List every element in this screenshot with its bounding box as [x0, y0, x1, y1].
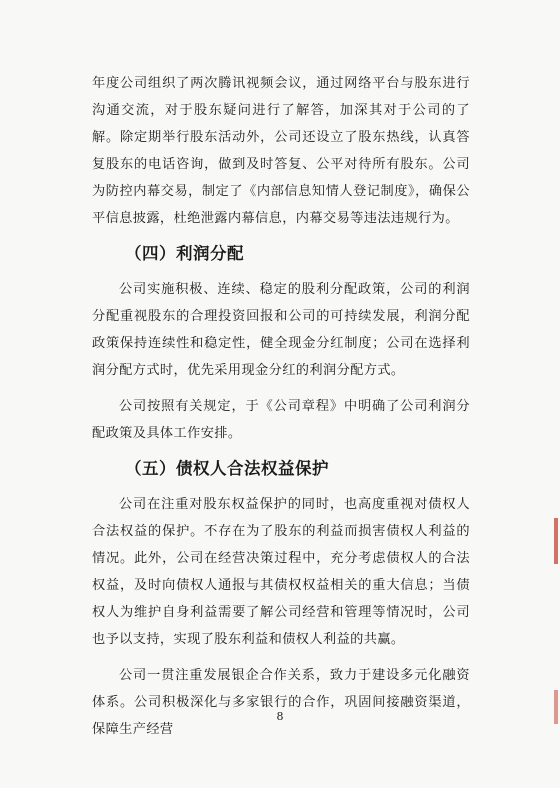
paragraph-bank-cooperation: 公司一贯注重发展银企合作关系，致力于建设多元化融资体系。公司积极深化与多家银行的合作，巩固间接融资渠道，保障生产经营 — [92, 668, 470, 737]
page-number: 8 — [276, 710, 284, 723]
paragraph-shareholder-communication: 年度公司组织了两次腾讯视频会议，通过网络平台与股东进行沟通交流，对于股东疑问进行了解答，加深其对于公司的了解。除定期举行股东活动外，公司还设立了股东热线，认真答复股东的电话咨询，做到及时答复、公平对待所有股东。公司为防控内幕交易，制定了《内部信息知情人登记制度》，确保公平信息披露，杜绝泄露内幕信息，内幕交易等违法违规行为。 — [92, 76, 470, 226]
section-heading-creditor-protection: （五）债权人合法权益保护 — [125, 459, 329, 478]
binding-seal-mark — [554, 690, 558, 724]
binding-seal-mark — [554, 518, 558, 564]
paragraph-creditor-rights: 公司在注重对股东权益保护的同时，也高度重视对债权人合法权益的保护。不存在为了股东的利益而损害债权人利益的情况。此外，公司在经营决策过程中，充分考虑债权人的合法权益，及时向债权人通报与其债权权益相关的重大信息；当债权人为维护自身利益需要了解公司经营和管理等情况时，公司也予以支持，实现了股东利益和债权人利益的共赢。 — [92, 497, 470, 647]
section-heading-profit-distribution: （四）利润分配 — [125, 244, 244, 263]
document-body — [92, 70, 470, 743]
paragraph-dividend-policy: 公司实施积极、连续、稳定的股利分配政策，公司的利润分配重视股东的合理投资回报和公司的可持续发展，利润分配政策保持连续性和稳定性，健全现金分红制度；公司在选择利润分配方式时，优先采用现金分红的利润分配方式。 — [92, 282, 470, 378]
paragraph-articles-of-association: 公司按照有关规定，于《公司章程》中明确了公司利润分配政策及具体工作安排。 — [92, 399, 470, 441]
